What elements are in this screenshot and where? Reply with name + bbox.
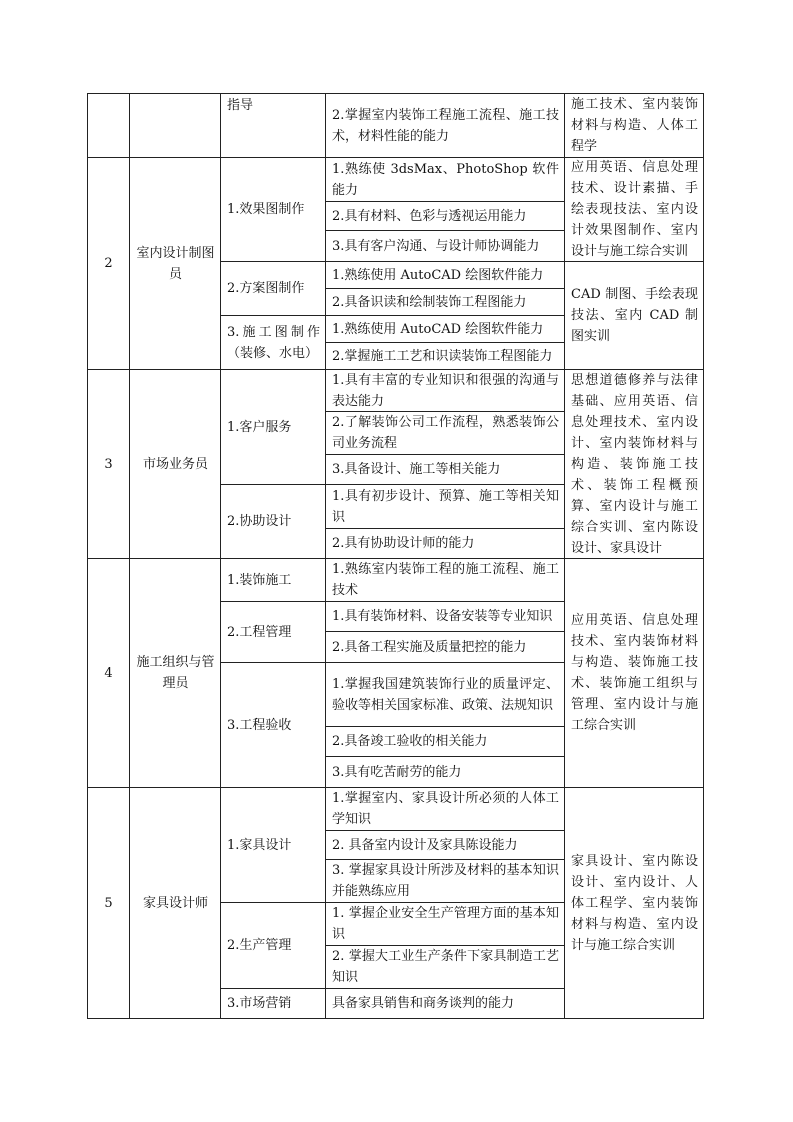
cell-course: 应用英语、信息处理技术、室内装饰材料与构造、装饰施工技术、装饰施工组织与管理、室内设计与施工综合实训: [564, 558, 704, 788]
cell-no: 4: [87, 558, 130, 788]
cell-ability: 3.具有吃苦耐劳的能力: [325, 756, 565, 788]
cell-ability: 2.具备工程实施及质量把控的能力: [325, 631, 565, 663]
cell-skill: 3.市场营销: [220, 988, 326, 1019]
cell-no: 2: [87, 157, 130, 370]
cell-course: 施工技术、室内装饰材料与构造、人体工程学: [564, 93, 704, 158]
cell-ability: 1.具有丰富的专业知识和很强的沟通与表达能力: [325, 369, 565, 412]
cell-post: 室内设计制图员: [129, 157, 221, 370]
cell-ability: 3.具备设计、施工等相关能力: [325, 454, 565, 485]
cell-course: 思想道德修养与法律基础、应用英语、信息处理技术、室内设计、室内装饰材料与构造、装饰施工技术、装饰工程概预算、室内设计与施工综合实训、室内陈设设计、家具设计: [564, 369, 704, 559]
cell-ability: 2.具有材料、色彩与透视运用能力: [325, 201, 565, 231]
cell-skill: 指导: [220, 93, 326, 158]
cell-no-empty: [87, 93, 130, 158]
cell-post: 市场业务员: [129, 369, 221, 559]
cell-post-empty: [129, 93, 221, 158]
cell-ability: 1.熟练使 3dsMax、PhotoShop 软件能力: [325, 157, 565, 202]
cell-ability: 2.具备竣工验收的相关能力: [325, 726, 565, 757]
cell-course: CAD 制图、手绘表现技法、室内 CAD 制图实训: [564, 261, 704, 370]
cell-ability: 1.熟练室内装饰工程的施工流程、施工技术: [325, 558, 565, 602]
cell-skill: 1.装饰施工: [220, 558, 326, 602]
cell-course: 应用英语、信息处理技术、设计素描、手绘表现技法、室内设计效果图制作、室内设计与施工综合实训: [564, 157, 704, 262]
cell-post: 施工组织与管理员: [129, 558, 221, 788]
cell-course: 家具设计、室内陈设设计、室内设计、人体工程学、室内装饰材料与构造、室内设计与施工综合实训: [564, 787, 704, 1019]
cell-ability: 2.了解装饰公司工作流程，熟悉装饰公司业务流程: [325, 411, 565, 455]
cell-ability: 1.具有装饰材料、设备安装等专业知识: [325, 601, 565, 632]
cell-skill: 1.客户服务: [220, 369, 326, 485]
cell-ability: 2.掌握施工工艺和识读装饰工程图能力: [325, 342, 565, 370]
cell-ability: 2.具备识读和绘制装饰工程图能力: [325, 288, 565, 316]
cell-ability: 2.具有协助设计师的能力: [325, 528, 565, 559]
cell-skill: 2.方案图制作: [220, 261, 326, 316]
cell-no: 5: [87, 787, 130, 1019]
cell-skill: 1.家具设计: [220, 787, 326, 903]
cell-skill: 2.工程管理: [220, 601, 326, 663]
cell-no: 3: [87, 369, 130, 559]
cell-ability: 3. 掌握家具设计所涉及材料的基本知识并能熟练应用: [325, 859, 565, 903]
cell-ability: 2. 掌握大工业生产条件下家具制造工艺知识: [325, 945, 565, 989]
cell-ability: 1.掌握我国建筑装饰行业的质量评定、验收等相关国家标准、政策、法规知识: [325, 662, 565, 727]
cell-skill: 3.工程验收: [220, 662, 326, 788]
cell-ability: 1. 掌握企业安全生产管理方面的基本知识: [325, 902, 565, 946]
cell-skill: 3.施工图制作（装修、水电）: [220, 315, 326, 370]
cell-ability: 3.具有客户沟通、与设计师协调能力: [325, 230, 565, 262]
cell-skill: 2.协助设计: [220, 484, 326, 559]
cell-ability: 1.具有初步设计、预算、施工等相关知识: [325, 484, 565, 529]
cell-skill: 2.生产管理: [220, 902, 326, 989]
cell-ability: 2.掌握室内装饰工程施工流程、施工技术，材料性能的能力: [325, 93, 565, 158]
cell-ability: 1.掌握室内、家具设计所必须的人体工学知识: [325, 787, 565, 831]
cell-ability: 2. 具备室内设计及家具陈设能力: [325, 830, 565, 860]
cell-ability: 1.熟练使用 AutoCAD 绘图软件能力: [325, 315, 565, 343]
cell-ability: 1.熟练使用 AutoCAD 绘图软件能力: [325, 261, 565, 289]
cell-skill: 1.效果图制作: [220, 157, 326, 262]
cell-post: 家具设计师: [129, 787, 221, 1019]
cell-ability: 具备家具销售和商务谈判的能力: [325, 988, 565, 1019]
